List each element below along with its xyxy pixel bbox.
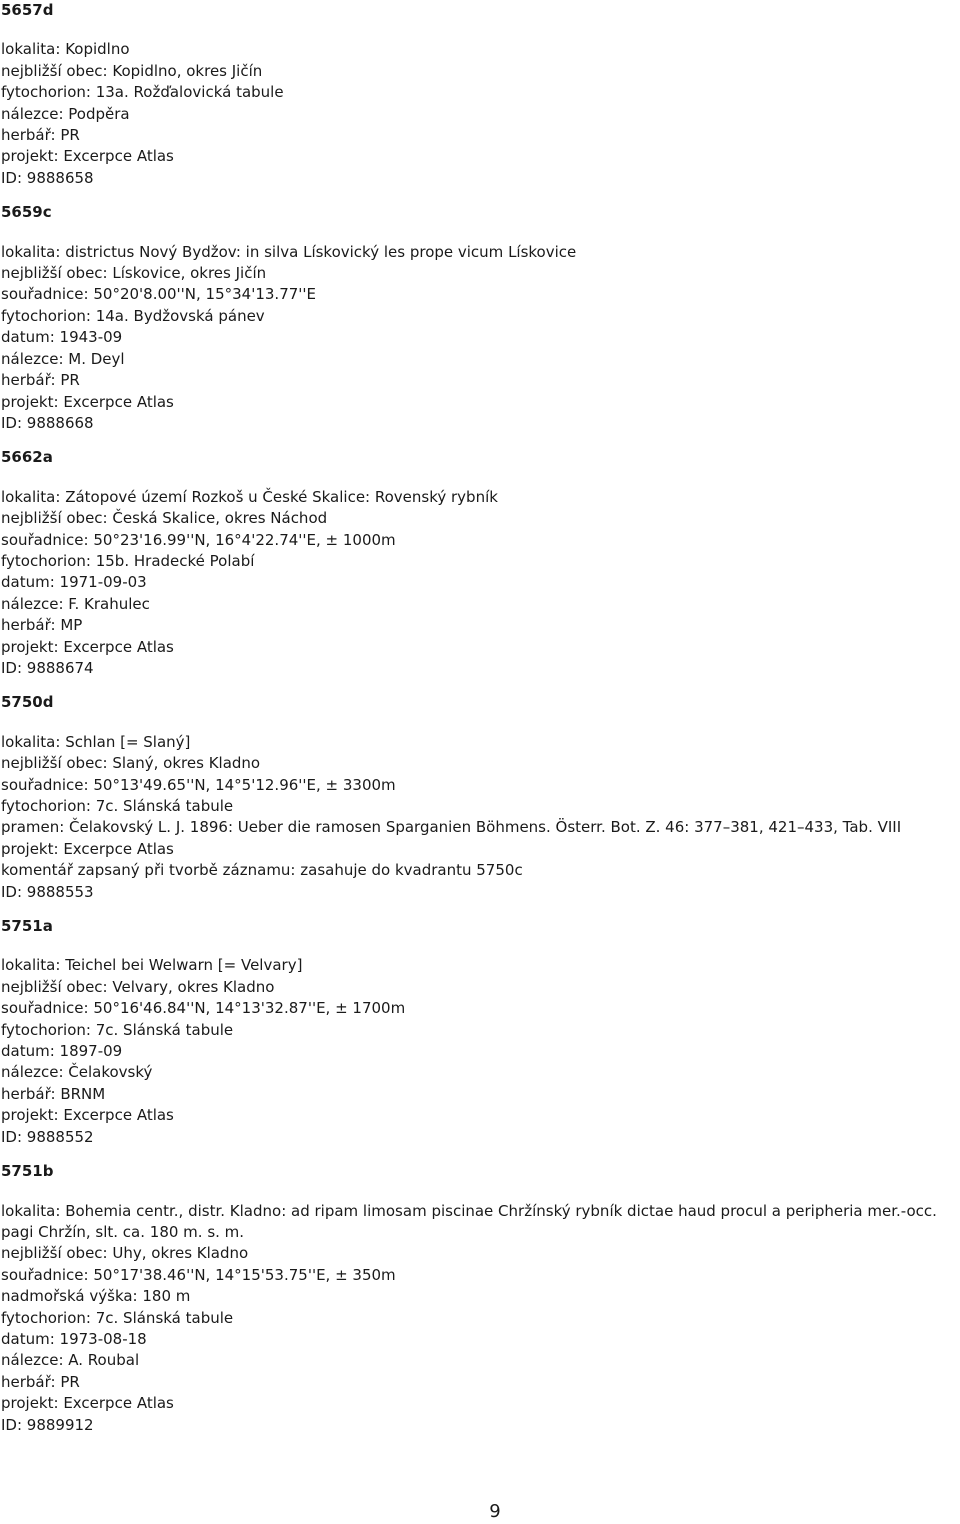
record-field: nejbližší obec: Lískovice, okres Jičín [1, 264, 267, 283]
record-field: lokalita: Teichel bei Welwarn [= Velvary] [1, 956, 303, 975]
record-field: lokalita: districtus Nový Bydžov: in silva Lískovický les prope vicum Lískovice [1, 242, 577, 261]
record-field: nejbližší obec: Velvary, okres Kladno [1, 977, 275, 996]
record-field: projekt: Excerpce Atlas [1, 839, 174, 858]
record-field: ID: 9888552 [1, 1127, 94, 1146]
record-field: herbář: PR [1, 371, 80, 390]
record-field: souřadnice: 50°23'16.99''N, 16°4'22.74''E, ± 1000m [1, 530, 396, 549]
record-title: 5662a [1, 448, 53, 467]
record-field: fytochorion: 13a. Rožďalovická tabule [1, 83, 284, 102]
record-field: herbář: MP [1, 616, 83, 635]
record-field: ID: 9888668 [1, 413, 94, 432]
record-field: nálezce: F. Krahulec [1, 594, 150, 613]
record-field: datum: 1971-09-03 [1, 573, 147, 592]
page-number: 9 [489, 1501, 501, 1522]
record-field: datum: 1943-09 [1, 328, 123, 347]
record-field: datum: 1973-08-18 [1, 1329, 147, 1348]
record-field: nálezce: Čelakovský [1, 1063, 153, 1082]
record-field: herbář: PR [1, 1372, 80, 1391]
record-field: projekt: Excerpce Atlas [1, 1106, 174, 1125]
record-field: herbář: PR [1, 126, 80, 145]
record-field: souřadnice: 50°16'46.84''N, 14°13'32.87''E, ± 1700m [1, 999, 406, 1018]
record-field: fytochorion: 7c. Slánská tabule [1, 1308, 234, 1327]
record [1, 0, 959, 202]
record-field: nejbližší obec: Kopidlno, okres Jičín [1, 61, 263, 80]
record-field: projekt: Excerpce Atlas [1, 147, 174, 166]
record-field: fytochorion: 15b. Hradecké Polabí [1, 551, 255, 570]
record-field: ID: 9888674 [1, 658, 94, 677]
record-title: 5659c [1, 203, 52, 222]
record-field: ID: 9888553 [1, 882, 94, 901]
record-spacer [1, 189, 959, 202]
record-field: herbář: BRNM [1, 1084, 106, 1103]
record-field: lokalita: Bohemia centr., distr. Kladno: ad ripam limosam piscinae Chržínský rybník dictae haud procul a peripheria mer.-occ. pagi Chržín, slt. ca. 180 m. s. m. [1, 1201, 937, 1241]
record-field: lokalita: Zátopové území Rozkoš u České Skalice: Rovenský rybník [1, 487, 498, 506]
record [1, 447, 959, 692]
record-field: souřadnice: 50°20'8.00''N, 15°34'13.77''E [1, 285, 317, 304]
record-title: 5750d [1, 693, 54, 712]
record-field: ID: 9888658 [1, 168, 94, 187]
record-field: ID: 9889912 [1, 1415, 94, 1434]
record-spacer [1, 679, 959, 692]
record [1, 202, 959, 447]
record-field: pramen: Čelakovský L. J. 1896: Ueber die ramosen Sparganien Böhmens. Österr. Bot. Z. 46: 377–381, 421–433, Tab. VIII [1, 818, 902, 837]
record-field: nejbližší obec: Česká Skalice, okres Náchod [1, 509, 328, 528]
record-field: nálezce: A. Roubal [1, 1351, 140, 1370]
record-field: fytochorion: 14a. Bydžovská pánev [1, 306, 265, 325]
record [1, 1161, 959, 1449]
record-field: nálezce: M. Deyl [1, 349, 125, 368]
record-field: komentář zapsaný při tvorbě záznamu: zasahuje do kvadrantu 5750c [1, 861, 523, 880]
record-field: projekt: Excerpce Atlas [1, 392, 174, 411]
record-field: fytochorion: 7c. Slánská tabule [1, 1020, 234, 1039]
record-field: lokalita: Kopidlno [1, 40, 130, 59]
record-field: fytochorion: 7c. Slánská tabule [1, 797, 234, 815]
record-field: souřadnice: 50°13'49.65''N, 14°5'12.96''E, ± 3300m [1, 775, 396, 794]
record-title: 5751a [1, 917, 53, 936]
record-spacer [1, 1148, 959, 1161]
record-field: nejbližší obec: Uhy, okres Kladno [1, 1244, 249, 1263]
record-title: 5751b [1, 1162, 54, 1181]
record-field: projekt: Excerpce Atlas [1, 637, 174, 656]
record-list [1, 0, 959, 1449]
record-field: nálezce: Podpěra [1, 104, 130, 123]
record-field: projekt: Excerpce Atlas [1, 1394, 174, 1413]
record [1, 916, 959, 1161]
record-field: nadmořská výška: 180 m [1, 1287, 191, 1306]
record-spacer [1, 1436, 959, 1449]
record-spacer [1, 903, 959, 916]
record-field: lokalita: Schlan [= Slaný] [1, 732, 191, 751]
record [1, 692, 959, 916]
record-field: datum: 1897-09 [1, 1042, 123, 1061]
record-title: 5657d [1, 1, 54, 19]
record-spacer [1, 434, 959, 447]
record-field: nejbližší obec: Slaný, okres Kladno [1, 754, 261, 773]
record-field: souřadnice: 50°17'38.46''N, 14°15'53.75''E, ± 350m [1, 1265, 396, 1284]
